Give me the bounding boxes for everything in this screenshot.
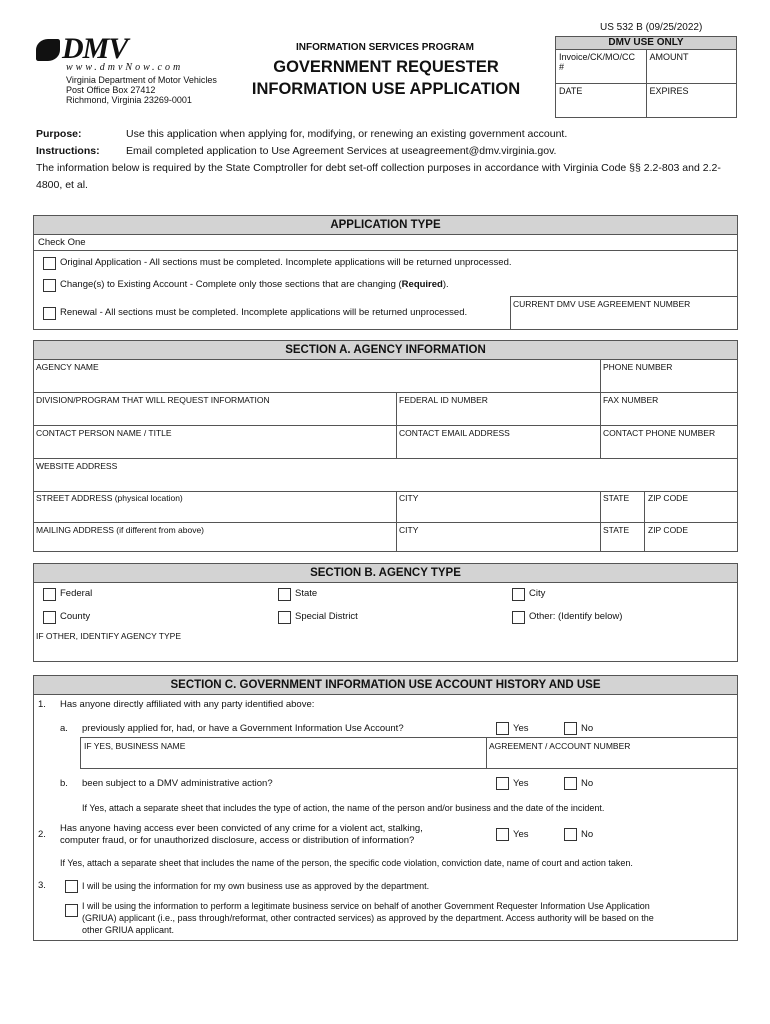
q1b-yes-label: Yes [513,778,529,789]
q1a-yes-checkbox[interactable] [496,722,509,735]
program-name: INFORMATION SERVICES PROGRAM [296,42,474,53]
federal-checkbox[interactable] [43,588,56,601]
website-address-field[interactable]: WEBSITE ADDRESS [36,461,118,471]
contact-person-field[interactable]: CONTACT PERSON NAME / TITLE [36,428,172,438]
date-field[interactable]: DATE [556,84,647,117]
agreement-account-number-field[interactable]: AGREEMENT / ACCOUNT NUMBER [489,741,631,751]
dmv-logo [36,34,236,105]
logo-address-line: Post Office Box 27412 [66,85,156,95]
logo-address-line: Virginia Department of Motor Vehicles [66,75,217,85]
division-program-field[interactable]: DIVISION/PROGRAM THAT WILL REQUEST INFORMATION [36,395,270,405]
logo-url: www.dmvNow.com [66,62,184,73]
mailing-state-field[interactable]: STATE [603,525,630,535]
section-c-title: SECTION C. GOVERNMENT INFORMATION USE ACCOUNT HISTORY AND USE [34,676,737,695]
comptroller-text: The information below is required by the State Comptroller for debt set-off collection purposes in accordance with Virginia Code §§ 2.2-803 and 2.2-4800, et al. [36,162,721,191]
other-label: Other: (Identify below) [529,611,623,622]
phone-number-field[interactable]: PHONE NUMBER [603,362,673,372]
q2-text: Has anyone having access ever been convicted of any crime for a violent act, stalking, computer fraud, or for unauthorized disclosure, access or distribution of information? [60,823,423,846]
contact-phone-field[interactable]: CONTACT PHONE NUMBER [603,428,716,438]
q1b-note: If Yes, attach a separate sheet that includes the type of action, the name of the person and/or business and the date of the incident. [82,803,605,813]
renewal-label: Renewal - All sections must be completed. Incomplete applications will be returned unprocessed. [60,307,468,318]
street-zip-field[interactable]: ZIP CODE [648,493,688,503]
application-type-title: APPLICATION TYPE [34,216,737,235]
title-line-2: INFORMATION USE APPLICATION [251,80,521,98]
fax-number-field[interactable]: FAX NUMBER [603,395,659,405]
renewal-checkbox[interactable] [43,307,56,320]
special-district-label: Special District [295,611,358,622]
section-c [33,675,738,941]
q2-no-label: No [581,829,594,840]
q1a-yes-label: Yes [513,723,529,734]
state-checkbox[interactable] [278,588,291,601]
federal-id-field[interactable]: FEDERAL ID NUMBER [399,395,488,405]
q3-service-checkbox[interactable] [65,904,78,917]
purpose-label: Purpose: [36,128,82,140]
q3-own-use-label: I will be using the information for my own business use as approved by the department. [82,881,430,891]
county-label: County [60,611,91,622]
other-checkbox[interactable] [512,611,525,624]
contact-email-field[interactable]: CONTACT EMAIL ADDRESS [399,428,510,438]
logo-mark: DMV [36,34,236,64]
intro [36,126,736,194]
q1-text: Has anyone directly affiliated with any party identified above: [60,699,315,710]
federal-label: Federal [60,588,93,599]
q1a-letter: a. [60,723,68,734]
business-name-field[interactable]: IF YES, BUSINESS NAME [84,741,186,751]
mailing-address-field[interactable]: MAILING ADDRESS (if different from above) [36,525,205,535]
change-existing-account-label: Change(s) to Existing Account - Complete only those sections that are changing (Required). [60,279,449,290]
q1a-text: previously applied for, had, or have a Government Information Use Account? [82,723,404,734]
title-line-1: GOVERNMENT REQUESTER [273,58,499,76]
q3-own-use-checkbox[interactable] [65,880,78,893]
q2-yes-label: Yes [513,829,529,840]
other-agency-type-field[interactable]: IF OTHER, IDENTIFY AGENCY TYPE [36,631,182,641]
current-agreement-number-field[interactable]: CURRENT DMV USE AGREEMENT NUMBER [513,299,691,309]
street-address-field[interactable]: STREET ADDRESS (physical location) [36,493,183,503]
application-type-section [33,215,738,330]
purpose-text: Use this application when applying for, modifying, or renewing an existing government account. [126,128,568,140]
state-label: State [295,588,318,599]
section-b-title: SECTION B. AGENCY TYPE [34,564,737,583]
q1a-no-label: No [581,723,594,734]
mailing-zip-field[interactable]: ZIP CODE [648,525,688,535]
logo-address [66,75,236,105]
dmv-use-only-box [555,36,737,118]
county-checkbox[interactable] [43,611,56,624]
expires-field[interactable]: EXPIRES [649,86,689,96]
mailing-city-field[interactable]: CITY [399,525,419,535]
dmv-use-only-title: DMV USE ONLY [556,37,736,50]
change-existing-account-checkbox[interactable] [43,279,56,292]
original-application-checkbox[interactable] [43,257,56,270]
q1b-no-label: No [581,778,594,789]
city-label: City [529,588,546,599]
q1b-yes-checkbox[interactable] [496,777,509,790]
instructions-label: Instructions: [36,145,100,157]
q2-yes-checkbox[interactable] [496,828,509,841]
q2-note: If Yes, attach a separate sheet that includes the name of the person, the specific code violation, conviction date, name of court and action taken. [60,858,633,868]
q1b-no-checkbox[interactable] [564,777,577,790]
form-title [236,56,536,100]
form-number: US 532 B (09/25/2022) [600,22,703,33]
special-district-checkbox[interactable] [278,611,291,624]
amount-field[interactable]: AMOUNT [649,52,689,62]
q1b-letter: b. [60,778,68,789]
invoice-field[interactable]: Invoice/CK/MO/CC # [556,50,647,83]
q1-number: 1. [38,699,46,710]
original-application-label: Original Application - All sections must be completed. Incomplete applications will be returned unprocessed. [60,257,512,268]
q1a-no-checkbox[interactable] [564,722,577,735]
q1b-text: been subject to a DMV administrative action? [82,778,273,789]
city-checkbox[interactable] [512,588,525,601]
q3-service-label: I will be using the information to perform a legitimate business service on behalf of another Government Requester Information Use Application (GRIUA) applicant (i.e., pass through/reformat, other contracted services) as approved by the department. Access authority will be based on the other GRIUA applicant. [82,901,654,935]
q2-number: 2. [38,829,46,840]
check-one-label: Check One [38,237,86,248]
section-b [33,563,738,662]
agency-name-field[interactable]: AGENCY NAME [36,362,99,372]
section-a [33,340,738,552]
q2-no-checkbox[interactable] [564,828,577,841]
section-a-title: SECTION A. AGENCY INFORMATION [34,341,737,360]
street-city-field[interactable]: CITY [399,493,419,503]
logo-address-line: Richmond, Virginia 23269-0001 [66,95,192,105]
street-state-field[interactable]: STATE [603,493,630,503]
instructions-text: Email completed application to Use Agreement Services at useagreement@dmv.virginia.gov. [126,145,557,157]
q3-number: 3. [38,880,46,891]
